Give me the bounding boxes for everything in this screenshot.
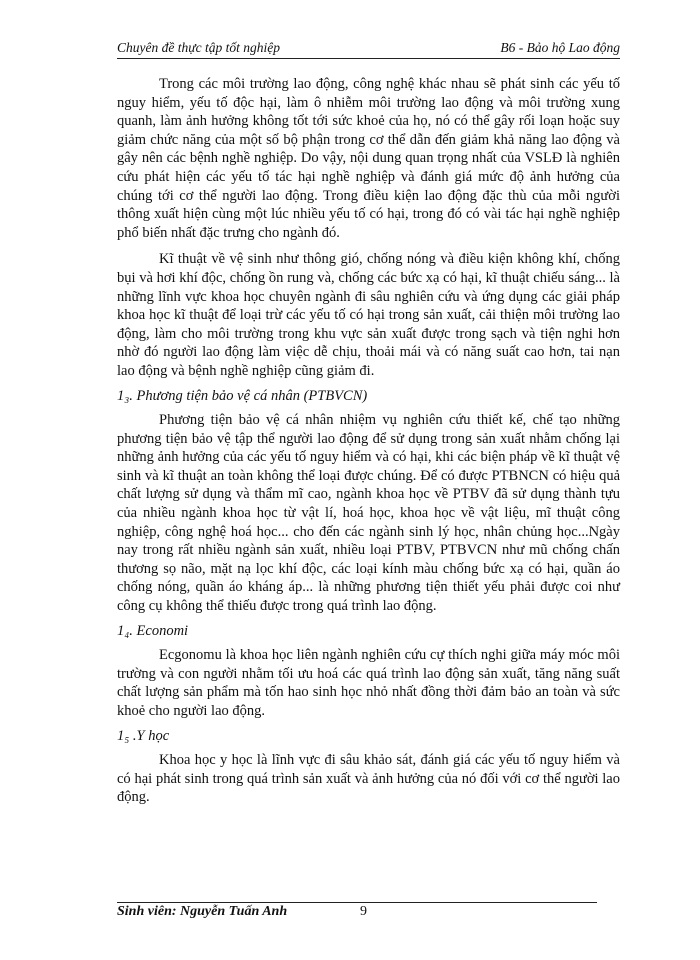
footer-student-name: Sinh viên: Nguyễn Tuấn Anh [117, 904, 288, 919]
paragraph-2: Kĩ thuật về vệ sinh như thông gió, chống nóng và điều kiện không khí, chống bụi và hơi khí độc, chống ồn rung và, chống các bức xạ có hại, kĩ thuật chiếu sáng... là những lĩnh vực khoa học chuyên ngành đi sâu nghiên cứu và ứng dụng các giải pháp khoa học kĩ thuật để loại trừ các yếu tố có hại trong sản xuất, cải thiện môi trường lao động, làm cho môi trường trong khu vực sản xuất được trong sạch và tiện nghi hơn nhờ đó người lao động làm việc dễ chịu, thoải mái và có năng suất cao hơn, tai nạn lao động và bệnh nghề nghiệp cũng giảm đi. [117, 251, 620, 379]
footer-divider [117, 902, 597, 903]
header-title-right: B6 - Bảo hộ Lao động [500, 40, 620, 55]
paragraph-1: Trong các môi trường lao động, công nghệ khác nhau sẽ phát sinh các yếu tố nguy hiểm, yếu tố độc hại, làm ô nhiễm môi trường lao động và môi trường xung quanh, làm ảnh hưởng không tốt tới sức khoẻ của họ, nó có thể gây rối loạn hoặc suy giảm chức năng của một số bộ phận trong cơ thể dẫn đến giảm khả năng lao động và gây nên các bệnh nghề nghiệp. Do vậy, nội dung quan trọng nhất của VSLĐ là nghiên cứu phát hiện các yếu tố tác hại nghề nghiệp và đánh giá mức độ ảnh hưởng của chúng tới cơ thể người lao động. Trong điều kiện lao động đặc thù của mỗi người thông xuất hiện cùng một lúc nhiều yếu tố có hại, trong đó có vài tác hại nghề nghiệp phổ biến nhất đặc trưng cho ngành đó. [117, 76, 620, 241]
section-heading-1-5: 1₅ .Y học [117, 727, 170, 744]
page-number: 9 [360, 904, 367, 919]
page-header [117, 40, 620, 59]
paragraph-4: Ecgonomu là khoa học liên ngành nghiên cứu cự thích nghi giữa máy móc môi trường và con người nhằm tối ưu hoá các quá trình lao động sản xuất, tăng năng suất chất lượng sản phẩm mà tốn hao sinh học nhỏ nhất đồng thời đảm bảo an toàn và sức khoẻ cho người lao động. [117, 647, 620, 719]
section-heading-1-4: 1₄. Economi [117, 622, 189, 639]
paragraph-3: Phương tiện bảo vệ cá nhân nhiệm vụ nghiên cứu thiết kế, chế tạo những phương tiện bảo vệ tập thể người lao động để sử dụng trong sản xuất nhằm chống lại những ảnh hưởng của các yếu tố nguy hiểm và có hại, khi các biện pháp về kĩ thuật vệ sinh và kĩ thuật an toàn không thể loại được chúng. Để có được PTBNCN có hiệu quả chất lượng sử dụng và thẩm mĩ cao, ngành khoa học về PTBV đã sử dụng thành tựu của nhiều ngành khoa học từ vật lí, hoá học, khoa học về vật liệu, mĩ thuật công nghiệp, công nghệ hoá học... cho đến các ngành sinh lý học, nhân chủng học...Ngày nay trong rất nhiều ngành sản xuất, nhiều loại PTBV, PTBVCN như mũ chống chấn thương sọ não, mặt nạ lọc khí độc, các loại kính màu chống bức xạ có hại, quần áo chống nóng, quần áo kháng áp... là những phương tiện thiết yếu phải được coi như công cụ không thể thiếu được trong quá trình lao động. [117, 412, 620, 615]
section-heading-1-3: 1₃. Phương tiện bảo vệ cá nhân (PTBVCN) [117, 387, 368, 404]
document-body [117, 75, 620, 807]
paragraph-5: Khoa học y học là lĩnh vực đi sâu khảo sát, đánh giá các yếu tố nguy hiểm và có hại phát sinh trong quá trình sản xuất và ảnh hưởng của nó đối với cơ thể người lao động. [117, 752, 620, 806]
header-title-left: Chuyên đề thực tập tốt nghiệp [117, 40, 280, 55]
